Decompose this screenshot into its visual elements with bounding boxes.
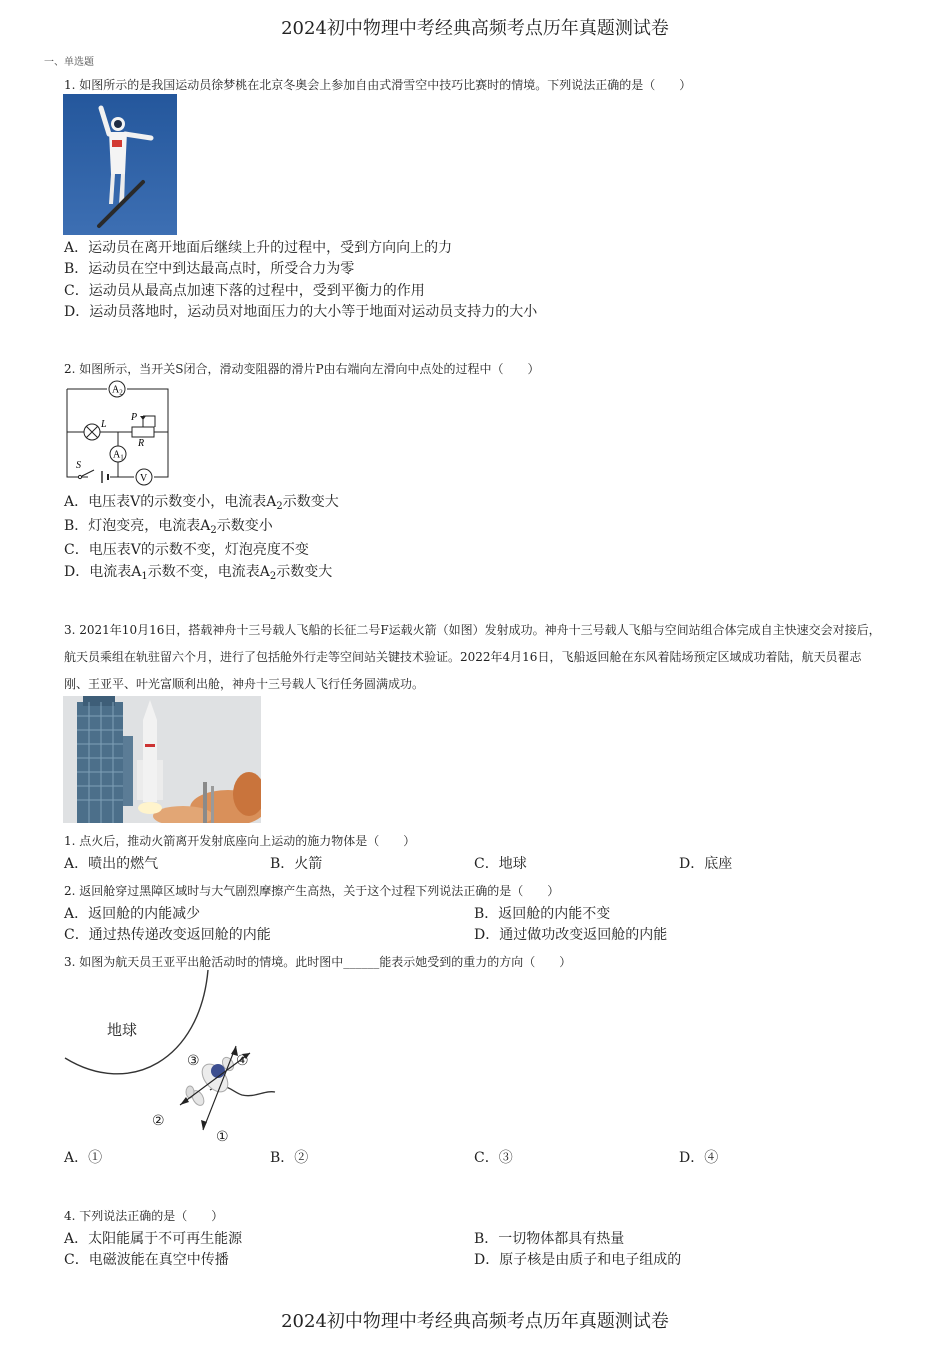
question-1-stem: 1. 如图所示的是我国运动员徐梦桃在北京冬奥会上参加自由式滑雪空中技巧比赛时的情境。下列说法正确的是（ ） — [64, 78, 692, 92]
circuit-s-label: S — [76, 460, 81, 471]
page-footer-title: 2024初中物理中考经典高频考点历年真题测试卷 — [281, 1311, 669, 1332]
question-3-stem: 3. 2021年10月16日，搭载神舟十三号载人飞船的长征二号F运载火箭（如图）发射成功。神舟十三号载人飞船与空间站组合体完成自主快速交会对接后，航天员乘组在轨驻留六个月，进行了包括舱外行走等空间站关键技术验证。2022年4月16日，飞船返回舱在东风着陆场预定区域成功着陆，航天员翟志刚、王亚平、叶光富顺利出舱，神舟十三号载人飞行任务圆满成功。 — [64, 623, 881, 691]
label-2: ② — [152, 1113, 165, 1129]
page-title: 2024初中物理中考经典高频考点历年真题测试卷 — [281, 18, 669, 39]
question-1-option-c[interactable]: C．运动员从最高点加速下落的过程中，受到平衡力的作用 — [64, 283, 425, 299]
question-3-sub-3-option-a[interactable]: A．① — [64, 1150, 103, 1166]
question-4-option-c[interactable]: C．电磁波能在真空中传播 — [64, 1252, 229, 1268]
question-3-sub-3-option-d[interactable]: D．④ — [679, 1150, 719, 1166]
question-3-rocket-photo — [63, 696, 261, 823]
question-3-sub-2-option-c[interactable]: C．通过热传递改变返回舱的内能 — [64, 927, 271, 943]
question-3-astronaut-diagram — [60, 970, 290, 1146]
question-4-option-b[interactable]: B．一切物体都具有热量 — [474, 1231, 625, 1247]
question-2-stem: 2. 如图所示，当开关S闭合，滑动变阻器的滑片P由右端向左滑向中点处的过程中（ ） — [64, 362, 540, 376]
question-1-option-d[interactable]: D．运动员落地时，运动员对地面压力的大小等于地面对运动员支持力的大小 — [64, 304, 538, 320]
question-3-sub-1-option-a[interactable]: A．喷出的燃气 — [64, 856, 159, 872]
question-3-sub-1-option-d[interactable]: D．底座 — [679, 856, 733, 872]
question-4-stem: 4. 下列说法正确的是（ ） — [64, 1209, 224, 1223]
question-2-option-c[interactable]: C．电压表V的示数不变，灯泡亮度不变 — [64, 542, 309, 558]
question-4-option-a[interactable]: A．太阳能属于不可再生能源 — [64, 1231, 243, 1247]
circuit-a2-label: $A_2$ — [112, 384, 123, 397]
question-3-sub-1-option-b[interactable]: B．火箭 — [270, 856, 323, 872]
circuit-p-label: P — [131, 412, 138, 423]
label-3: ③ — [187, 1053, 200, 1069]
question-2-option-a[interactable]: A．电压表V的示数变小，电流表$A_2$示数变大 — [64, 494, 339, 512]
question-3-sub-2-option-b[interactable]: B．返回舱的内能不变 — [474, 906, 611, 922]
label-1: ① — [216, 1129, 229, 1145]
question-3-sub-3-option-c[interactable]: C．③ — [474, 1150, 513, 1166]
question-3-sub-2-option-a[interactable]: A．返回舱的内能减少 — [64, 906, 201, 922]
question-3-sub-2-stem: 2. 返回舱穿过黑障区域时与大气剧烈摩擦产生高热，关于这个过程下列说法正确的是（ ） — [64, 884, 560, 898]
circuit-v-label: V — [140, 473, 148, 484]
question-2-option-b[interactable]: B．灯泡变亮，电流表$A_2$示数变小 — [64, 518, 273, 536]
circuit-l-label: L — [101, 419, 107, 430]
question-1-option-a[interactable]: A．运动员在离开地面后继续上升的过程中，受到方向向上的力 — [64, 240, 453, 256]
question-1-option-b[interactable]: B．运动员在空中到达最高点时，所受合力为零 — [64, 261, 355, 277]
question-3-sub-1-stem: 1. 点火后，推动火箭离开发射底座向上运动的施力物体是（ ） — [64, 834, 416, 848]
question-2-option-d[interactable]: D．电流表$A_1$示数不变，电流表$A_2$示数变大 — [64, 564, 333, 582]
circuit-a1-label: $A_1$ — [113, 449, 124, 462]
question-3-sub-3-stem: 3. 如图为航天员王亚平出舱活动时的情境。此时图中______能表示她受到的重力的方向（ ） — [64, 955, 572, 969]
question-4-option-d[interactable]: D．原子核是由质子和电子组成的 — [474, 1252, 682, 1268]
circuit-r-label: R — [138, 438, 145, 449]
question-2-circuit-diagram — [64, 378, 174, 488]
section-label: 一、单选题 — [44, 57, 94, 68]
label-4: ④ — [236, 1053, 249, 1069]
question-1-photo — [63, 94, 177, 235]
earth-label: 地球 — [107, 1021, 138, 1039]
question-3-sub-3-option-b[interactable]: B．② — [270, 1150, 309, 1166]
question-3-sub-2-option-d[interactable]: D．通过做功改变返回舱的内能 — [474, 927, 668, 943]
question-3-sub-1-option-c[interactable]: C．地球 — [474, 856, 527, 872]
